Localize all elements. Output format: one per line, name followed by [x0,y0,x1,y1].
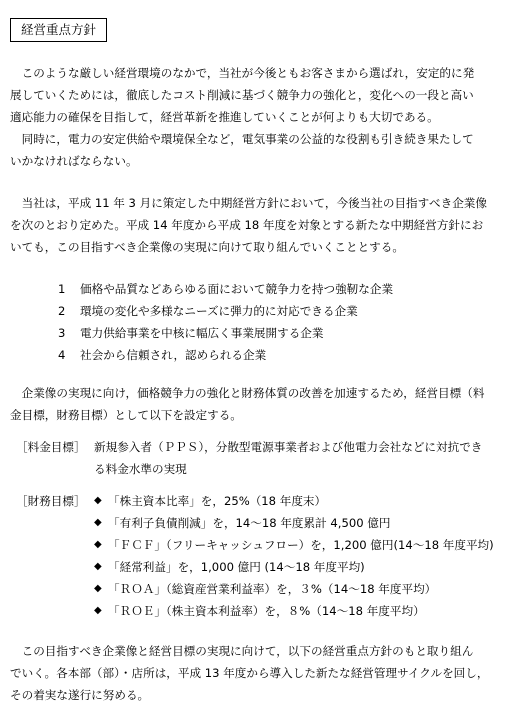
vision-list [58,278,518,366]
finance-item-text: 「有利子負債削減」を，14～18 年度累計 4,500 億円 [108,516,391,530]
finance-target-section [16,490,524,622]
list-text: 環境の変化や多様なニーズに弾力的に対応できる企業 [80,304,358,318]
text-line: このような厳しい経営環境のなかで，当社が今後ともお客さまから選ばれ，安定的に発 [10,66,475,80]
list-item [94,600,494,622]
finance-target-list [94,490,494,622]
text-line: 同時に，電力の安定供給や環境保全など，電気事業の公益的な役割も引き続き果たして [10,132,474,146]
diamond-bullet-icon: ◆ [94,561,102,572]
finance-item-text: 「経常利益」を，1,000 億円 (14～18 年度平均) [108,560,365,574]
list-item [58,344,518,366]
rate-target-section [16,436,524,480]
rate-target-text-cont: る料金水準の実現 [94,462,187,476]
text-line: 展していくためには，徹底したコスト削減に基づく競争力の強化と，変化への一段と高い [10,88,474,102]
list-number: 2 [58,304,66,318]
list-item [94,512,494,534]
list-text: 電力供給事業を中核に幅広く事業展開する企業 [80,326,324,340]
list-item [94,490,494,512]
text-line: を次のとおり定めた。平成 14 年度から平成 18 年度を対象とする新たな中期経営方針にお [10,218,484,232]
list-item [58,300,518,322]
list-text: 価格や品質などあらゆる面において競争力を持つ強靭な企業 [80,282,394,296]
list-item [94,534,494,556]
text-line: 当社は，平成 11 年 3 月に策定した中期経営方針において，今後当社の目指すべき企業像 [10,196,487,210]
page-title: 経営重点方針 [10,18,107,42]
list-item [58,322,518,344]
list-number: 4 [58,348,66,362]
text-line: 企業像の実現に向け，価格競争力の強化と財務体質の改善を加速するため，経営目標（料 [10,386,485,400]
text-line: でいく。各本部（部）・店所は，平成 13 年度から導入した新たな経営管理サイクルを回し， [10,666,489,680]
finance-item-text: 「株主資本比率」を，25%（18 年度末） [108,494,327,508]
text-line: いても，この目指すべき企業像の実現に向けて取り組んでいくこととする。 [10,240,404,254]
list-item [58,278,518,300]
list-number: 3 [58,326,66,340]
list-item [94,556,494,578]
list-item [94,578,494,600]
text-line: この目指すべき企業像と経営目標の実現に向けて，以下の経営重点方針のもと取り組ん [10,644,474,658]
diamond-bullet-icon: ◆ [94,583,102,594]
text-line: その着実な遂行に努める。 [10,688,150,702]
intro-paragraph [10,62,520,172]
rate-target-text: 新規参入者（ＰＰＳ），分散型電源事業者および他電力会社などに対抗でき [94,440,483,454]
goals-intro-paragraph [10,382,520,426]
finance-item-text: 「ＲＯＥ」（株主資本利益率）を，８%（14～18 年度平均） [108,604,425,618]
finance-item-text: 「ＲＯＡ」（総資産営業利益率）を，３%（14～18 年度平均） [108,582,437,596]
text-line: いかなければならない。 [10,154,138,168]
diamond-bullet-icon: ◆ [94,605,102,616]
text-line: 金目標，財務目標）として以下を設定する。 [10,408,242,422]
list-number: 1 [58,282,66,296]
diamond-bullet-icon: ◆ [94,495,102,506]
diamond-bullet-icon: ◆ [94,517,102,528]
diamond-bullet-icon: ◆ [94,539,102,550]
closing-paragraph [10,640,520,706]
finance-target-label: ［財務目標］ [16,494,86,508]
rate-target-label: ［料金目標］ [16,440,86,454]
list-text: 社会から信頼され，認められる企業 [80,348,267,362]
finance-item-text: 「ＦＣＦ」（フリーキャッシュフロー）を，1,200 億円(14～18 年度平均) [108,538,494,552]
policy-paragraph [10,192,520,258]
text-line: 適応能力の確保を目指して，経営革新を推進していくことが何よりも大切である。 [10,110,439,124]
